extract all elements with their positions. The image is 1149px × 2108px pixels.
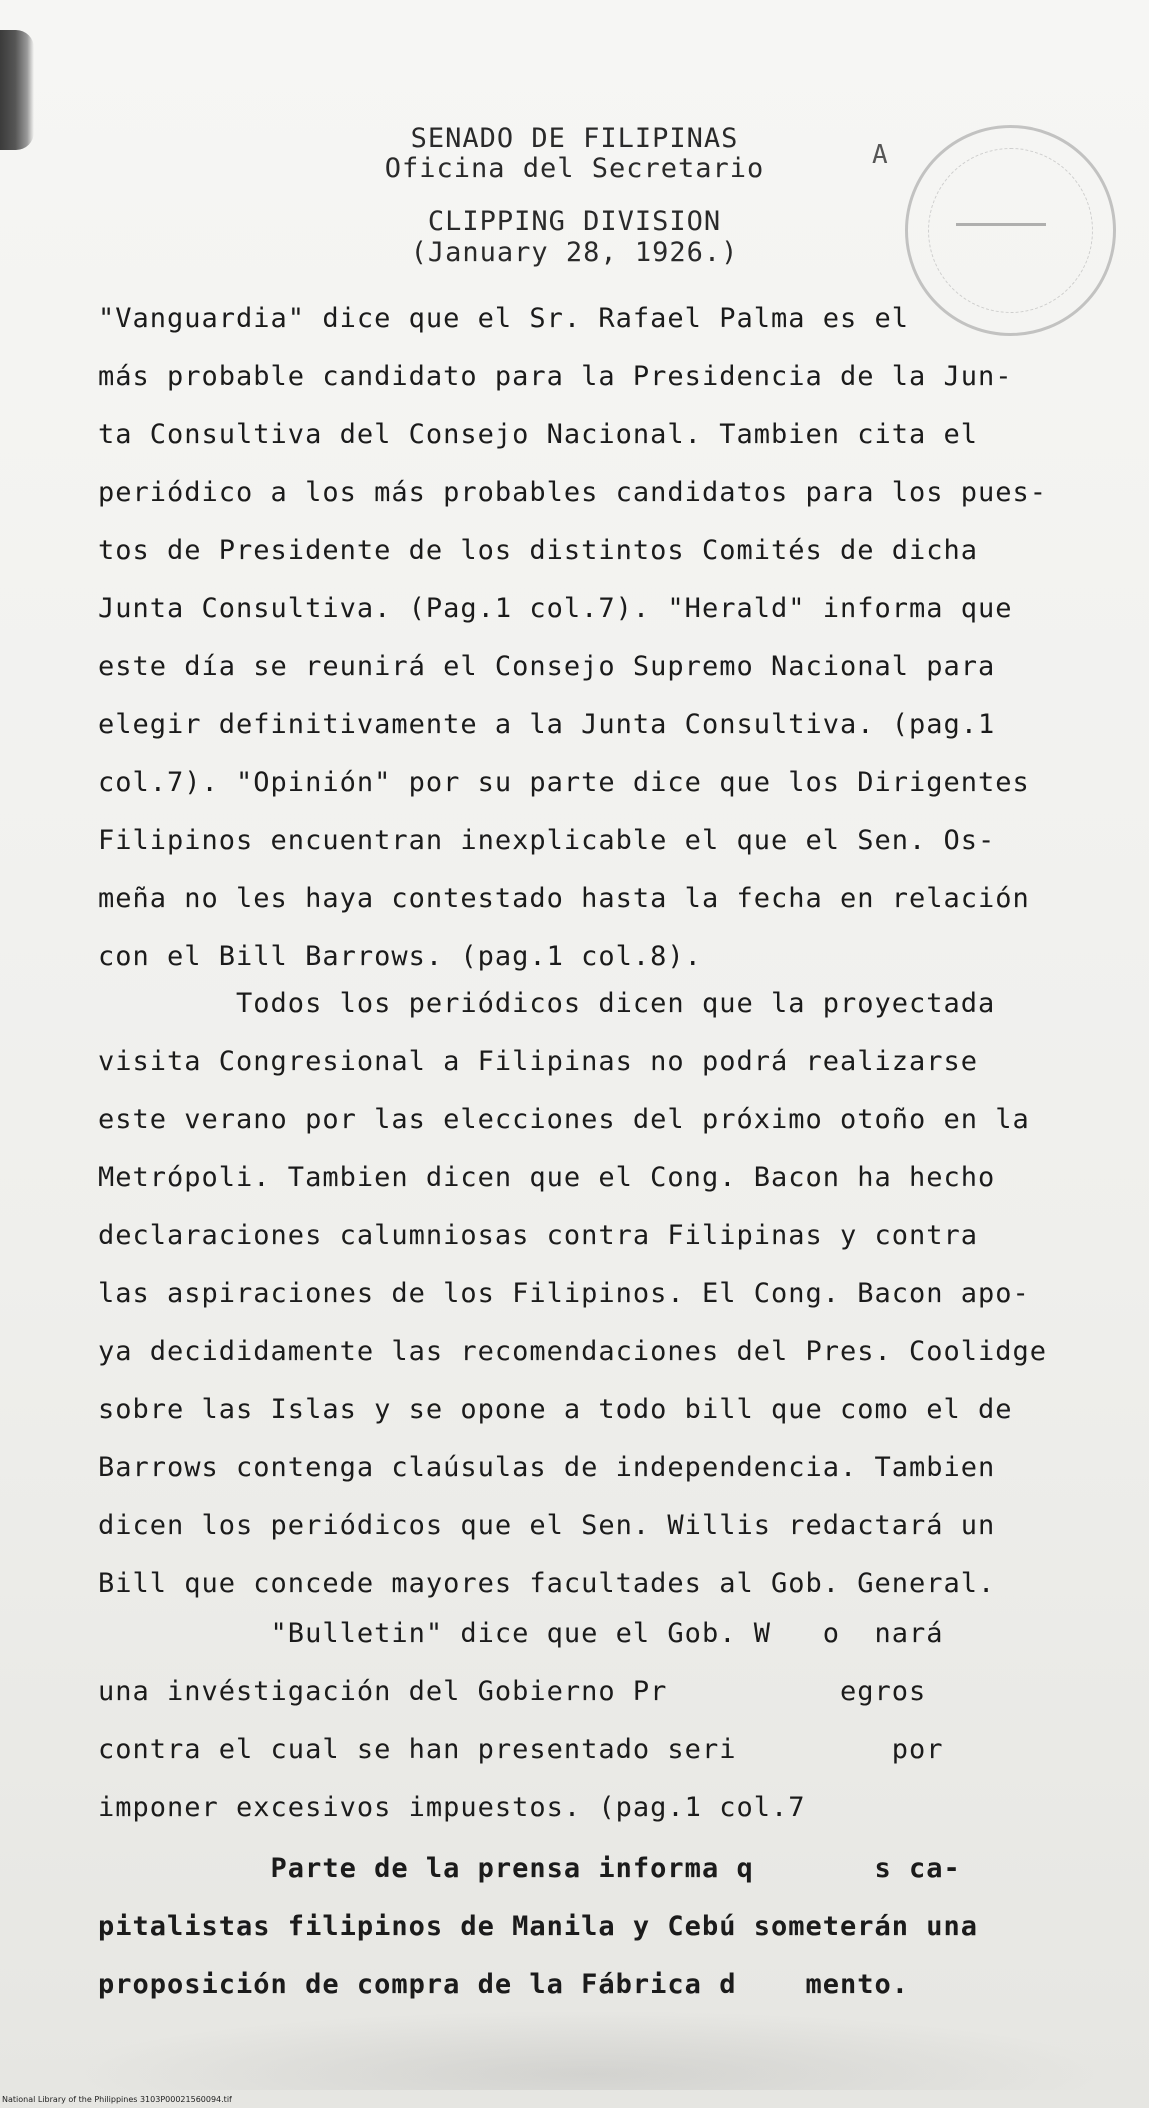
stamp-dash [956,223,1046,226]
page-mark: A [872,140,888,170]
text-line: visita Congresional a Filipinas no podrá realizarse [98,1046,979,1077]
text-line: Parte de la prensa informa q s ca- [98,1853,961,1884]
text-line: dicen los periódicos que el Sen. Willis redactará un [98,1510,996,1541]
text-line: pitalistas filipinos de Manila y Cebú someterán una [98,1911,979,1942]
stamp-inner-ring [928,148,1093,313]
text-line: contra el cual se han presentado seri por [98,1734,944,1765]
text-line: con el Bill Barrows. (pag.1 col.8). [98,941,702,972]
text-line: sobre las Islas y se opone a todo bill que como el de [98,1394,1013,1425]
text-line: imponer excesivos impuestos. (pag.1 col.7 [98,1792,806,1823]
text-line: Barrows contenga claúsulas de independencia. Tambien [98,1452,996,1483]
text-line: Metrópoli. Tambien dicen que el Cong. Bacon ha hecho [98,1162,996,1193]
text-line: declaraciones calumniosas contra Filipinas y contra [98,1220,979,1251]
text-line: este día se reunirá el Consejo Supremo Nacional para [98,651,996,682]
header-date: (January 28, 1926.) [410,237,739,268]
text-line: una invéstigación del Gobierno Pr egros [98,1676,927,1707]
text-line: "Vanguardia" dice que el Sr. Rafael Palma es el [98,303,910,334]
bottom-stain [60,2010,1120,2090]
paragraph-2 [98,975,1048,1613]
text-line: Todos los periódicos dicen que la proyectada [98,988,996,1019]
text-line: Junta Consultiva. (Pag.1 col.7). "Herald" informa que [98,593,1013,624]
paragraph-1 [98,290,1048,986]
header-division: CLIPPING DIVISION [427,206,722,237]
text-line: ta Consultiva del Consejo Nacional. Tambien cita el [98,419,979,450]
text-line: meña no les haya contestado hasta la fecha en relación [98,883,1030,914]
text-line: tos de Presidente de los distintos Comités de dicha [98,535,979,566]
text-line: elegir definitivamente a la Junta Consultiva. (pag.1 [98,709,996,740]
text-line: Filipinos encuentran inexplicable el que el Sen. Os- [98,825,996,856]
paragraph-3 [98,1605,1028,1837]
text-line: ya decididamente las recomendaciones del Pres. Coolidge [98,1336,1048,1367]
text-line: Bill que concede mayores facultades al Gob. General. [98,1568,996,1599]
paragraph-4 [98,1840,1028,2014]
header-office: Oficina del Secretario [384,153,765,184]
text-line: las aspiraciones de los Filipinos. El Cong. Bacon apo- [98,1278,1030,1309]
text-line: col.7). "Opinión" por su parte dice que los Dirigentes [98,767,1030,798]
text-line: periódico a los más probables candidatos para los pues- [98,477,1048,508]
text-line: proposición de compra de la Fábrica d mento. [98,1969,910,2000]
text-line: más probable candidato para la Presidencia de la Jun- [98,361,1013,392]
header-senate: SENADO DE FILIPINAS [410,123,739,154]
text-line: este verano por las elecciones del próximo otoño en la [98,1104,1030,1135]
text-line: "Bulletin" dice que el Gob. W o nará [98,1618,944,1649]
scan-footer: National Library of the Philippines 3103P00021560094.tif [2,2095,232,2104]
